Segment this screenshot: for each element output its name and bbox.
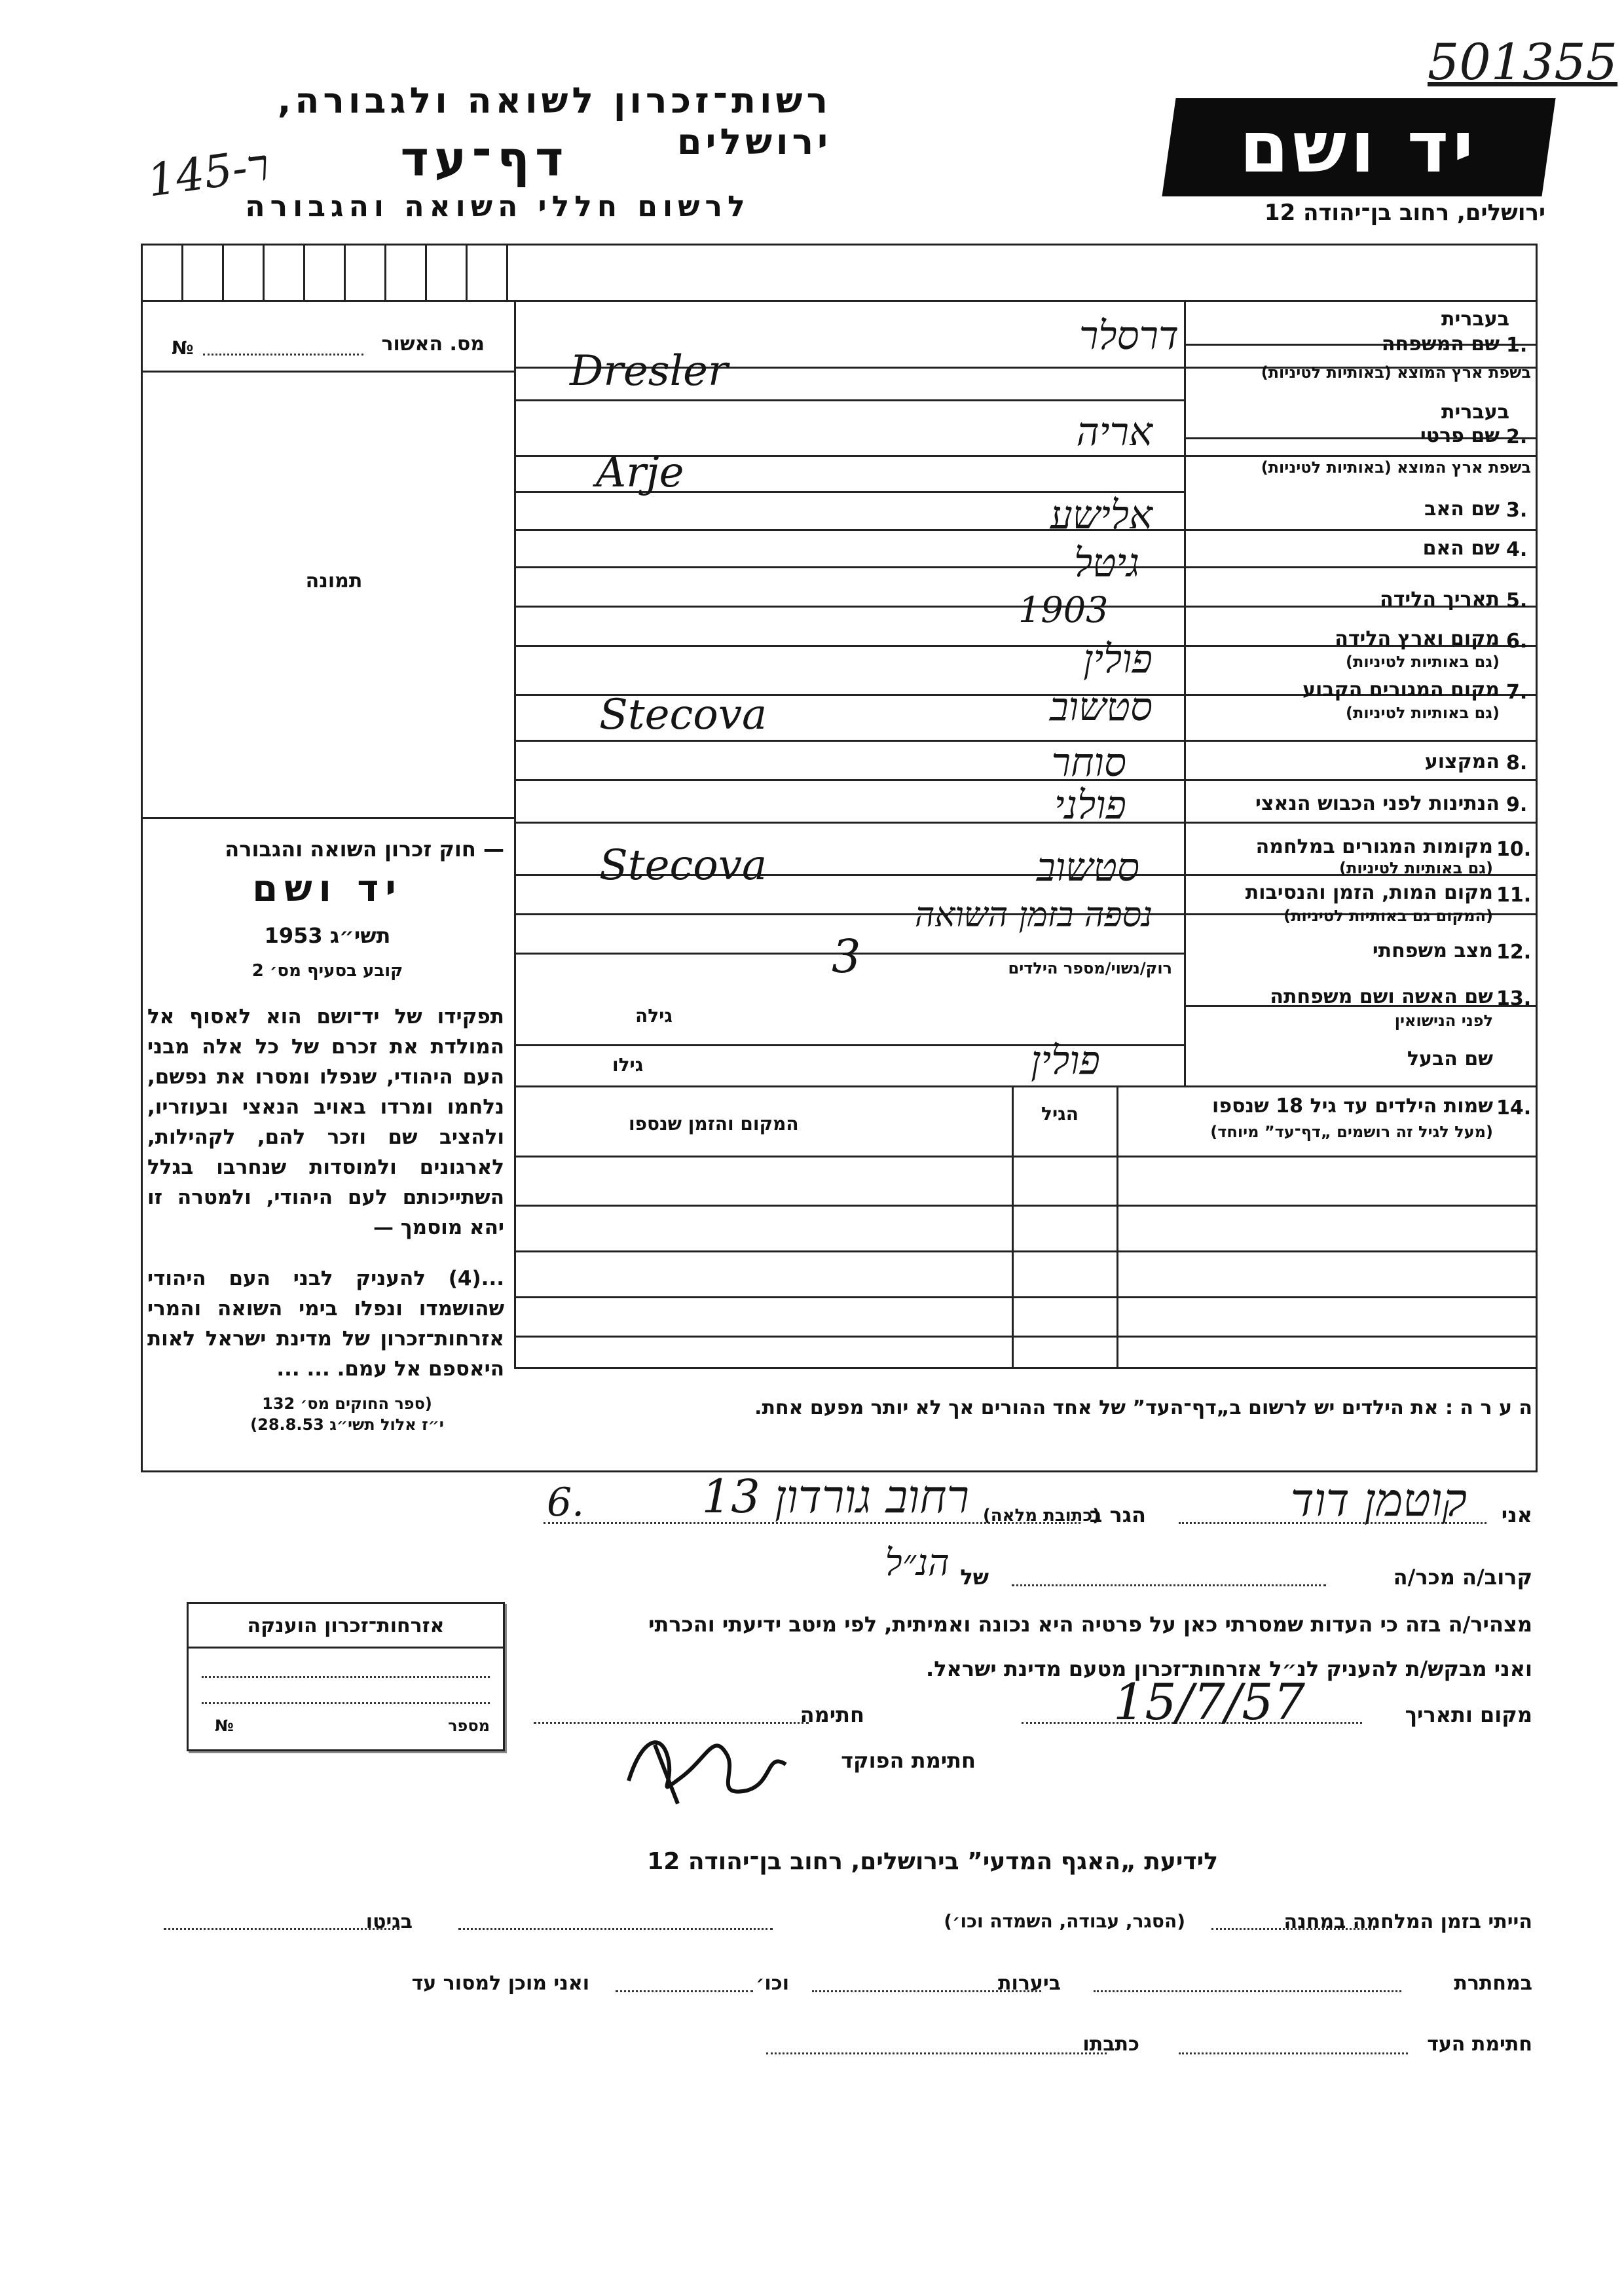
field-5-label: תאריך הלידה — [1380, 588, 1500, 611]
field-11-label: מקום המות, הזמן והנסיבות — [1245, 881, 1493, 904]
decl-place-date-label: מקום ותאריך — [1405, 1702, 1532, 1727]
footer-line1-c: בגיטו — [365, 1910, 413, 1933]
field-9-number: 9. — [1506, 793, 1528, 816]
authority-line: רשות־זכרון לשואה ולגבורה, ירושלים — [277, 80, 832, 162]
field-5-value: 1903 — [1018, 589, 1109, 630]
field-3-value: אלישע — [1050, 492, 1153, 538]
field-9-value: פולני — [1054, 782, 1126, 828]
husband-label: שם הבעל — [1407, 1048, 1493, 1070]
field-2-number: 2. — [1506, 426, 1528, 448]
decl-officer-label: חתימת הפוקד — [841, 1748, 976, 1773]
decl-address-number: 6. — [547, 1480, 585, 1525]
field-2-value-hebrew: אריה — [1076, 409, 1153, 455]
children-note: ה ע ר ה : את הילדים יש לרשום ב„דף־העד” של אחד ההורים אך לא יותר מפעם אחת. — [754, 1396, 1532, 1419]
field-12-value: 3 — [832, 930, 861, 983]
field-11-value: נספה בזמן השואה — [914, 896, 1153, 935]
decl-statement-2: ואני מבקש/ת להעניק לנ״ל אזרחות־זכרון מטעם מדינת ישראל. — [926, 1656, 1532, 1681]
form-title: דף־עד — [400, 131, 569, 187]
decl-date-value: 15/7/57 — [1113, 1673, 1305, 1731]
children-col-age: הגיל — [1041, 1103, 1079, 1125]
law-year: תשי״ג 1953 — [264, 923, 391, 948]
decl-i-label: אני — [1501, 1503, 1532, 1527]
citizenship-no-sign: № — [215, 1717, 234, 1735]
field-3-label: שם האב — [1424, 498, 1500, 520]
law-heading: — חוק זכרון השואה והגבורה — [225, 837, 504, 862]
field-12-inline-label: רוק/נשוי/מספר הילדים — [1008, 959, 1172, 977]
field-7-number: 7. — [1506, 681, 1528, 704]
field-6-number: 6. — [1506, 630, 1528, 653]
footer-line2-d: ואני מוכן למסור עד — [411, 1972, 589, 1995]
form-subtitle: לרשום חללי השואה והגבורה — [245, 190, 750, 223]
children-label: שמות הילדים עד גיל 18 שנספו — [1212, 1095, 1493, 1118]
field-13-number: 13. — [1496, 987, 1532, 1010]
footer-line3-b: כתבתו — [1082, 2033, 1139, 2056]
field-2-value-latin: Arje — [596, 448, 684, 497]
field-6-hint: (גם באותיות לטיניות) — [1346, 653, 1500, 671]
husband-age-label: גילו — [612, 1054, 644, 1076]
decl-resides-label: הגר ב — [1089, 1503, 1146, 1527]
husband-value: פולין — [1031, 1038, 1100, 1084]
field-4-label: שם האם — [1422, 537, 1500, 560]
field-8-value: סוחר — [1051, 740, 1126, 786]
footer-line1-b: (הסגר, עבודה, השמדה וכו׳) — [944, 1910, 1185, 1932]
decl-of-label: של — [960, 1565, 989, 1590]
field-12-number: 12. — [1496, 941, 1532, 964]
field-1-label: שם המשפחה — [1381, 333, 1500, 355]
law-paragraph-2: ...(4) להעניק לבני העם היהודי שהושמדו ונפלו בימי השואה והמרי אזרחות־זכרון של מדינת ישראל לאות היאספם אל עמם. ... ... — [147, 1267, 504, 1381]
children-col-place: המקום והזמן שנספו — [629, 1113, 799, 1135]
field-14-number: 14. — [1496, 1097, 1532, 1120]
field-1-value-latin: Dresler — [570, 347, 728, 395]
decl-signature-label: חתימה — [800, 1702, 864, 1727]
yad-vashem-logo — [1162, 98, 1555, 196]
law-paragraph-1: תפקידו של יד־ושם הוא לאסוף אל המולדת את זכרם של כל אלה מבני העם היהודי, שנפלו ומסרו את נפשם, נלחמו ומרדו באויב הנאצי ובעוזריו, ולהציב שם וזכר להם, לקהילות, לארגונים ולמוסדות שנחרבו בגלל השתייכותם לעם היהודי, ולמטרה זו יהא מוסמך — — [147, 1005, 504, 1239]
yad-vashem-address: ירושלים, רחוב בן־יהודה 12 — [1264, 200, 1545, 226]
children-hint: (מעל לגיל זה רושמים „דף־עד” מיוחד) — [1210, 1123, 1493, 1141]
officer-signature-mark — [616, 1719, 812, 1817]
field-2-hint: בשפת ארץ המוצא (באותיות לטיניות) — [1261, 458, 1531, 477]
field-7-label: מקום המגורים הקבוע — [1302, 678, 1500, 701]
field-1-hebrew-tag: בעברית — [1441, 308, 1509, 331]
field-8-number: 8. — [1506, 752, 1528, 774]
margin-note: 1ר-45 — [144, 139, 272, 208]
field-1-value-hebrew: דרסלר — [1079, 313, 1179, 359]
field-2-hebrew-tag: בעברית — [1441, 401, 1509, 424]
footer-line2-a: במחתרת — [1454, 1972, 1532, 1995]
footer-line2-b: ביערות — [998, 1972, 1061, 1995]
decl-full-address-label: (כתובת מלאה) — [982, 1506, 1100, 1525]
decl-address-value: רחוב גורדון 13 — [701, 1470, 969, 1523]
logo-text: יד ושם — [1240, 106, 1478, 189]
law-name: יד ושם — [252, 867, 403, 910]
field-10-value-hebrew: סטשוב — [1036, 845, 1139, 890]
decl-name-value: קוטמן דוד — [1290, 1473, 1467, 1527]
field-10-value-latin: Stecova — [599, 841, 767, 890]
field-4-value: גיטל — [1074, 540, 1139, 586]
field-10-hint: (גם באותיות לטיניות) — [1339, 859, 1493, 877]
footer-line1-a: הייתי בזמן המלחמה במחנה — [1283, 1910, 1532, 1933]
decl-of-value: הנ״ל — [885, 1542, 950, 1584]
citizenship-title: אזרחות־זכרון הוענקה — [247, 1614, 445, 1637]
law-source-1: (ספר החוקים מס׳ 132 — [262, 1394, 432, 1413]
field-13-age-label: גילה — [635, 1005, 673, 1027]
field-8-label: המקצוע — [1424, 750, 1500, 773]
law-clause: קובע בסעיף מס׳ 2 — [251, 961, 403, 981]
decl-relative-label: קרוב/ה מכר/ה — [1393, 1565, 1532, 1590]
footer-line2-c: וכו׳ — [756, 1972, 789, 1995]
field-3-number: 3. — [1506, 499, 1528, 522]
field-7-value-latin: Stecova — [599, 691, 767, 739]
field-9-label: הנתינות לפני הכבוש הנאצי — [1255, 792, 1500, 815]
field-1-number: 1. — [1506, 334, 1528, 357]
field-10-number: 10. — [1496, 838, 1532, 861]
field-13-label: שם האשה ושם משפחתה — [1270, 985, 1493, 1008]
field-4-number: 4. — [1506, 538, 1528, 561]
field-12-label: מצב משפחתי — [1372, 939, 1493, 962]
citizenship-no-label: מספר — [448, 1717, 490, 1735]
footer-heading: לידיעת „האגף המדעי” בירושלים, רחוב בן־יהודה 12 — [647, 1848, 1218, 1875]
field-13-hint: לפני הנישואין — [1394, 1011, 1493, 1030]
approval-no-sign: № — [172, 337, 194, 359]
field-2-label: שם פרטי — [1420, 424, 1500, 447]
photo-label: תמונה — [305, 570, 363, 592]
decl-statement-1: מצהיר/ה בזה כי העדות שמסרתי כאן על פרטיה היא נכונה ואמיתית, לפי מיטב ידיעתי והכרתי — [648, 1612, 1532, 1637]
field-1-hint: בשפת ארץ המוצא (באותיות לטיניות) — [1261, 363, 1531, 382]
field-10-label: מקומות המגורים במלחמה — [1255, 835, 1493, 858]
field-6-value: פולין — [1083, 636, 1153, 682]
field-7-value-hebrew: סטשוב — [1049, 684, 1153, 730]
law-source-2: י״ז אלול תשי״ג 28.8.53) — [250, 1415, 444, 1434]
field-5-number: 5. — [1506, 589, 1528, 612]
field-6-label: מקום וארץ הלידה — [1335, 627, 1500, 650]
footer-line3-a: חתימת העד — [1427, 2033, 1532, 2056]
citizenship-box — [187, 1602, 505, 1751]
approval-no-label: מס. האשור — [381, 333, 485, 355]
field-11-number: 11. — [1496, 884, 1532, 907]
field-11-hint: (המקום גם באותיות לטיניות) — [1283, 907, 1493, 925]
field-7-hint: (גם באותיות לטיניות) — [1346, 704, 1500, 722]
stamp-number: 501355 — [1428, 33, 1618, 91]
